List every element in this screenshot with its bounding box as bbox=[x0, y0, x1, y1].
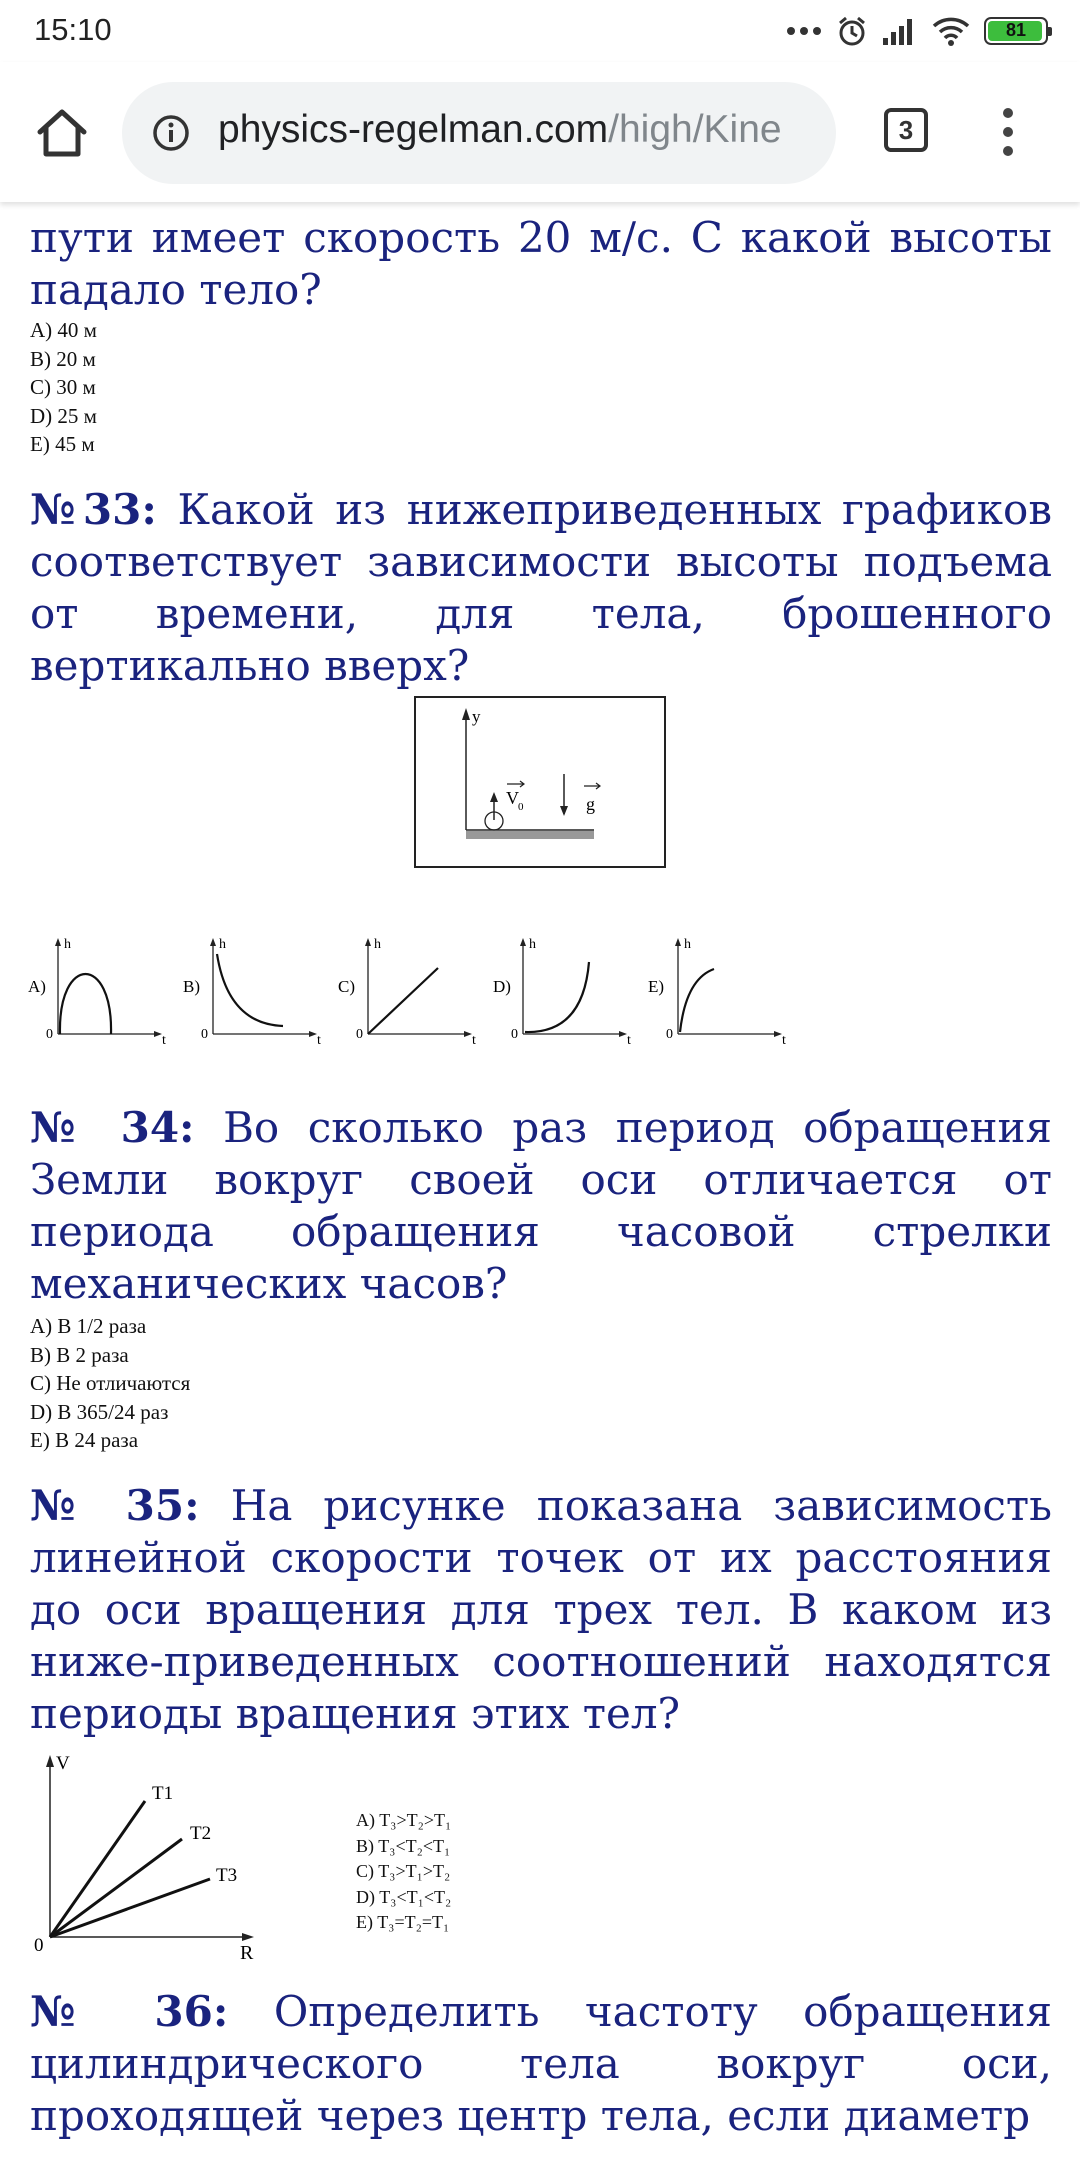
q35-line-t1 bbox=[50, 1801, 145, 1937]
q33-number: №33: bbox=[30, 485, 157, 534]
q33-fig-y-label: y bbox=[472, 707, 481, 726]
url-text[interactable] bbox=[218, 108, 782, 152]
q35-y-label: V bbox=[56, 1753, 70, 1774]
q32-options bbox=[30, 316, 97, 459]
q35-velocity-graph bbox=[30, 1747, 270, 1962]
q35-line-label: T1 bbox=[152, 1783, 174, 1804]
url-domain: physics-regelman.com bbox=[218, 108, 609, 151]
graph-x-label: t bbox=[162, 1033, 166, 1044]
graph-curve bbox=[60, 974, 111, 1034]
q35-origin: 0 bbox=[34, 1935, 44, 1956]
q36-number: № 36: bbox=[30, 1987, 229, 2036]
q35-question bbox=[30, 1480, 1052, 1740]
q33-answer-graphs bbox=[28, 934, 798, 1044]
graph-origin: 0 bbox=[356, 1027, 363, 1042]
battery-level: 81 bbox=[1005, 20, 1027, 40]
status-icons bbox=[786, 14, 1048, 48]
q34-option: B) В 2 раза bbox=[30, 1342, 129, 1367]
q32-option: C) 30 м bbox=[30, 375, 96, 399]
page-content bbox=[0, 202, 1080, 2160]
graph-x-label: t bbox=[782, 1033, 786, 1044]
q34-option: C) Не отличаются bbox=[30, 1371, 191, 1395]
q34-question bbox=[30, 1102, 1052, 1310]
battery-icon bbox=[984, 17, 1048, 45]
graph-curve bbox=[368, 968, 438, 1034]
tab-switcher-button[interactable]: 3 bbox=[884, 108, 928, 152]
q34-options bbox=[30, 1312, 190, 1455]
q34-number: № 34: bbox=[30, 1103, 195, 1152]
q33-question bbox=[30, 484, 1052, 692]
q35-option: B) T₃<T₂<T₁ bbox=[356, 1835, 451, 1856]
home-icon[interactable] bbox=[30, 102, 94, 166]
status-bar bbox=[0, 0, 1080, 62]
graph-curve bbox=[217, 954, 283, 1026]
q35-option: D) T₃<T₁<T₂ bbox=[356, 1886, 452, 1907]
graph-letter: D) bbox=[493, 977, 511, 996]
q32-option: E) 45 м bbox=[30, 432, 95, 456]
q35-x-label: R bbox=[240, 1942, 254, 1962]
graph-y-label: h bbox=[374, 937, 381, 952]
graph-x-label: t bbox=[317, 1033, 321, 1044]
graph-x-label: t bbox=[627, 1033, 631, 1044]
wifi-icon bbox=[932, 16, 970, 46]
q35-line-label: T2 bbox=[190, 1823, 212, 1844]
q33-throw-figure bbox=[414, 696, 666, 868]
graph-letter: E) bbox=[648, 977, 665, 996]
status-time: 15:10 bbox=[34, 12, 112, 47]
overflow-menu-icon[interactable] bbox=[996, 104, 1020, 164]
q33-graph-c bbox=[338, 937, 476, 1044]
graph-origin: 0 bbox=[666, 1027, 673, 1042]
graph-curve bbox=[680, 969, 714, 1032]
graph-letter: B) bbox=[183, 977, 200, 996]
graph-curve bbox=[525, 962, 589, 1032]
graph-origin: 0 bbox=[201, 1027, 208, 1042]
q34-option: D) В 365/24 раз bbox=[30, 1399, 169, 1424]
q33-graph-d bbox=[493, 937, 631, 1044]
q35-number: № 35: bbox=[30, 1481, 200, 1530]
q35-option: C) T₃>T₁>T₂ bbox=[356, 1861, 451, 1881]
signal-icon bbox=[882, 16, 918, 46]
info-icon[interactable] bbox=[152, 114, 190, 152]
q34-text: Во сколько раз период обращения Земли вокруг своей оси отличается от периода обращения часовой стрелки механических часов? bbox=[30, 1103, 1052, 1308]
graph-y-label: h bbox=[64, 937, 71, 952]
address-bar[interactable] bbox=[122, 82, 836, 184]
graph-origin: 0 bbox=[46, 1027, 53, 1042]
q33-fig-g-label: g bbox=[586, 794, 595, 814]
q35-text: На рисунке показана зависимость линейной скорости точек от их расстояния до оси вращения для трех тел. В каком из ниже-приведенных соотношений находятся периоды вращения этих тел? bbox=[30, 1481, 1052, 1738]
q36-text: Определить частоту обращения цилиндрического тела вокруг оси, проходящей через центр тела, если диаметр bbox=[30, 1987, 1052, 2140]
q35-line-t3 bbox=[50, 1879, 210, 1937]
graph-y-label: h bbox=[684, 937, 691, 952]
q34-option: E) В 24 раза bbox=[30, 1428, 139, 1452]
alarm-icon bbox=[836, 15, 868, 47]
graph-letter: C) bbox=[338, 977, 355, 996]
q32-text: пути имеет скорость 20 м/с. С какой высоты падало тело? bbox=[30, 213, 1052, 314]
q33-graph-e bbox=[648, 937, 786, 1044]
q34-option: A) В 1/2 раза bbox=[30, 1314, 147, 1338]
more-dots-icon bbox=[786, 26, 822, 36]
q35-options bbox=[356, 1808, 451, 1936]
q33-fig-v-sub: 0 bbox=[518, 801, 524, 813]
browser-toolbar bbox=[0, 62, 1080, 202]
q35-line-t2 bbox=[50, 1839, 182, 1937]
q33-graph-b bbox=[183, 937, 321, 1044]
q35-option: A) T₃>T₂>T₁ bbox=[356, 1810, 452, 1830]
graph-y-label: h bbox=[219, 937, 226, 952]
q35-line-label: T3 bbox=[216, 1865, 238, 1886]
q33-fig-v-label: V bbox=[506, 788, 519, 808]
graph-x-label: t bbox=[472, 1033, 476, 1044]
graph-y-label: h bbox=[529, 937, 536, 952]
graph-origin: 0 bbox=[511, 1027, 518, 1042]
q33-graph-a bbox=[28, 937, 166, 1044]
q32-option: A) 40 м bbox=[30, 318, 97, 342]
q32-option: D) 25 м bbox=[30, 403, 97, 428]
graph-letter: A) bbox=[28, 977, 46, 996]
q35-option: E) T₃=T₂=T₁ bbox=[356, 1912, 450, 1932]
q32-option: B) 20 м bbox=[30, 346, 96, 371]
q36-question bbox=[30, 1986, 1052, 2142]
q33-text: Какой из нижеприведенных графиков соответствует зависимости высоты подъема от времени, для тела, брошенного вертикально вверх? bbox=[30, 485, 1052, 690]
url-path: /high/Kine bbox=[608, 108, 782, 151]
